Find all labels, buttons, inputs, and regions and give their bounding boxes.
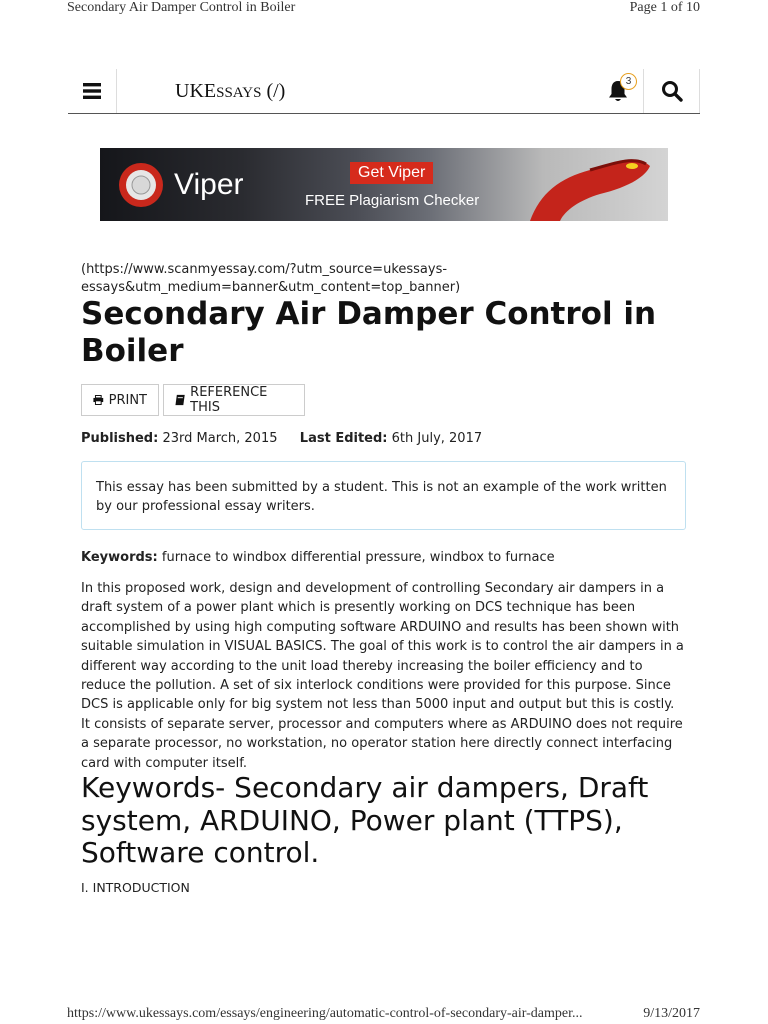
keywords-line: [81, 550, 691, 565]
viper-ad-banner[interactable]: [100, 148, 668, 221]
print-header-title: Secondary Air Damper Control in Boiler: [67, 0, 296, 15]
site-logo-link[interactable]: UKESSAYS (/): [175, 80, 286, 102]
snake-illustration-icon: [520, 148, 668, 221]
edited-date: 6th July, 2017: [391, 431, 483, 446]
keywords-heading: Keywords- Secondary air dampers, Draft system, ARDUINO, Power plant (TTPS), Software control.: [81, 771, 649, 869]
keywords-text: furnace to windbox differential pressure, windbox to furnace: [161, 550, 555, 565]
banner-tagline: FREE Plagiarism Checker: [305, 192, 480, 209]
print-button[interactable]: [81, 384, 159, 416]
menu-icon: [82, 82, 102, 100]
search-button[interactable]: [643, 69, 700, 113]
print-footer: [67, 1006, 700, 1022]
student-essay-notice: This essay has been submitted by a student. This is not an example of the work written by our professional essay writers.: [81, 461, 686, 530]
menu-button[interactable]: [68, 69, 117, 113]
page-counter: Page 1 of 10: [629, 0, 700, 15]
notifications-button[interactable]: [593, 69, 643, 113]
section-heading-introduction: I. INTRODUCTION: [81, 880, 190, 895]
abstract-paragraph: In this proposed work, design and development of controlling Secondary air dampers in a draft system of a power plant which is presently working on DCS technique has been accomplished by using high computing software ARDUINO and results has been shown with suitable simulation in VISUAL BASICS. The goal of this work is to control the air dampers in a different way according to the unit load thereby increasing the boiler efficiency and to reduce the pollution. A set of six interlock conditions were provided for this purpose. Since DCS is applicable only for big system not less than 5000 input and output but this is costly. It consists of separate server, processor and computers where as ARDUINO does not require a separate processor, no workstation, no operator station here directly connect interfacing card with computer itself.: [81, 581, 684, 771]
print-header: [67, 0, 700, 16]
page-url: https://www.ukessays.com/essays/engineering/automatic-control-of-secondary-air-damper...: [67, 1006, 583, 1021]
viper-logo-icon: [116, 160, 166, 210]
article-title: Secondary Air Damper Control in Boiler: [81, 296, 657, 369]
print-label: PRINT: [108, 392, 147, 408]
reference-label: REFERENCE THIS: [190, 385, 268, 415]
banner-brand: Viper: [174, 168, 244, 201]
publication-meta: [81, 431, 482, 446]
published-label: Published:: [81, 431, 159, 446]
keywords-label: Keywords:: [81, 550, 158, 565]
get-viper-button[interactable]: Get Viper: [350, 162, 433, 184]
book-icon: [175, 394, 185, 406]
search-icon: [661, 80, 683, 102]
logo-link-text: (/): [266, 80, 286, 102]
edited-label: Last Edited:: [299, 431, 388, 446]
banner-url-link[interactable]: (https://www.scanmyessay.com/?utm_source=ukessays-essays&utm_medium=banner&utm_content=top_banner): [81, 262, 461, 295]
notification-count-badge: 3: [620, 73, 637, 90]
print-date: 9/13/2017: [643, 1006, 700, 1021]
reference-this-button[interactable]: [163, 384, 305, 416]
printer-icon: [93, 394, 104, 406]
site-navbar: [68, 69, 700, 114]
published-date: 23rd March, 2015: [162, 431, 278, 446]
